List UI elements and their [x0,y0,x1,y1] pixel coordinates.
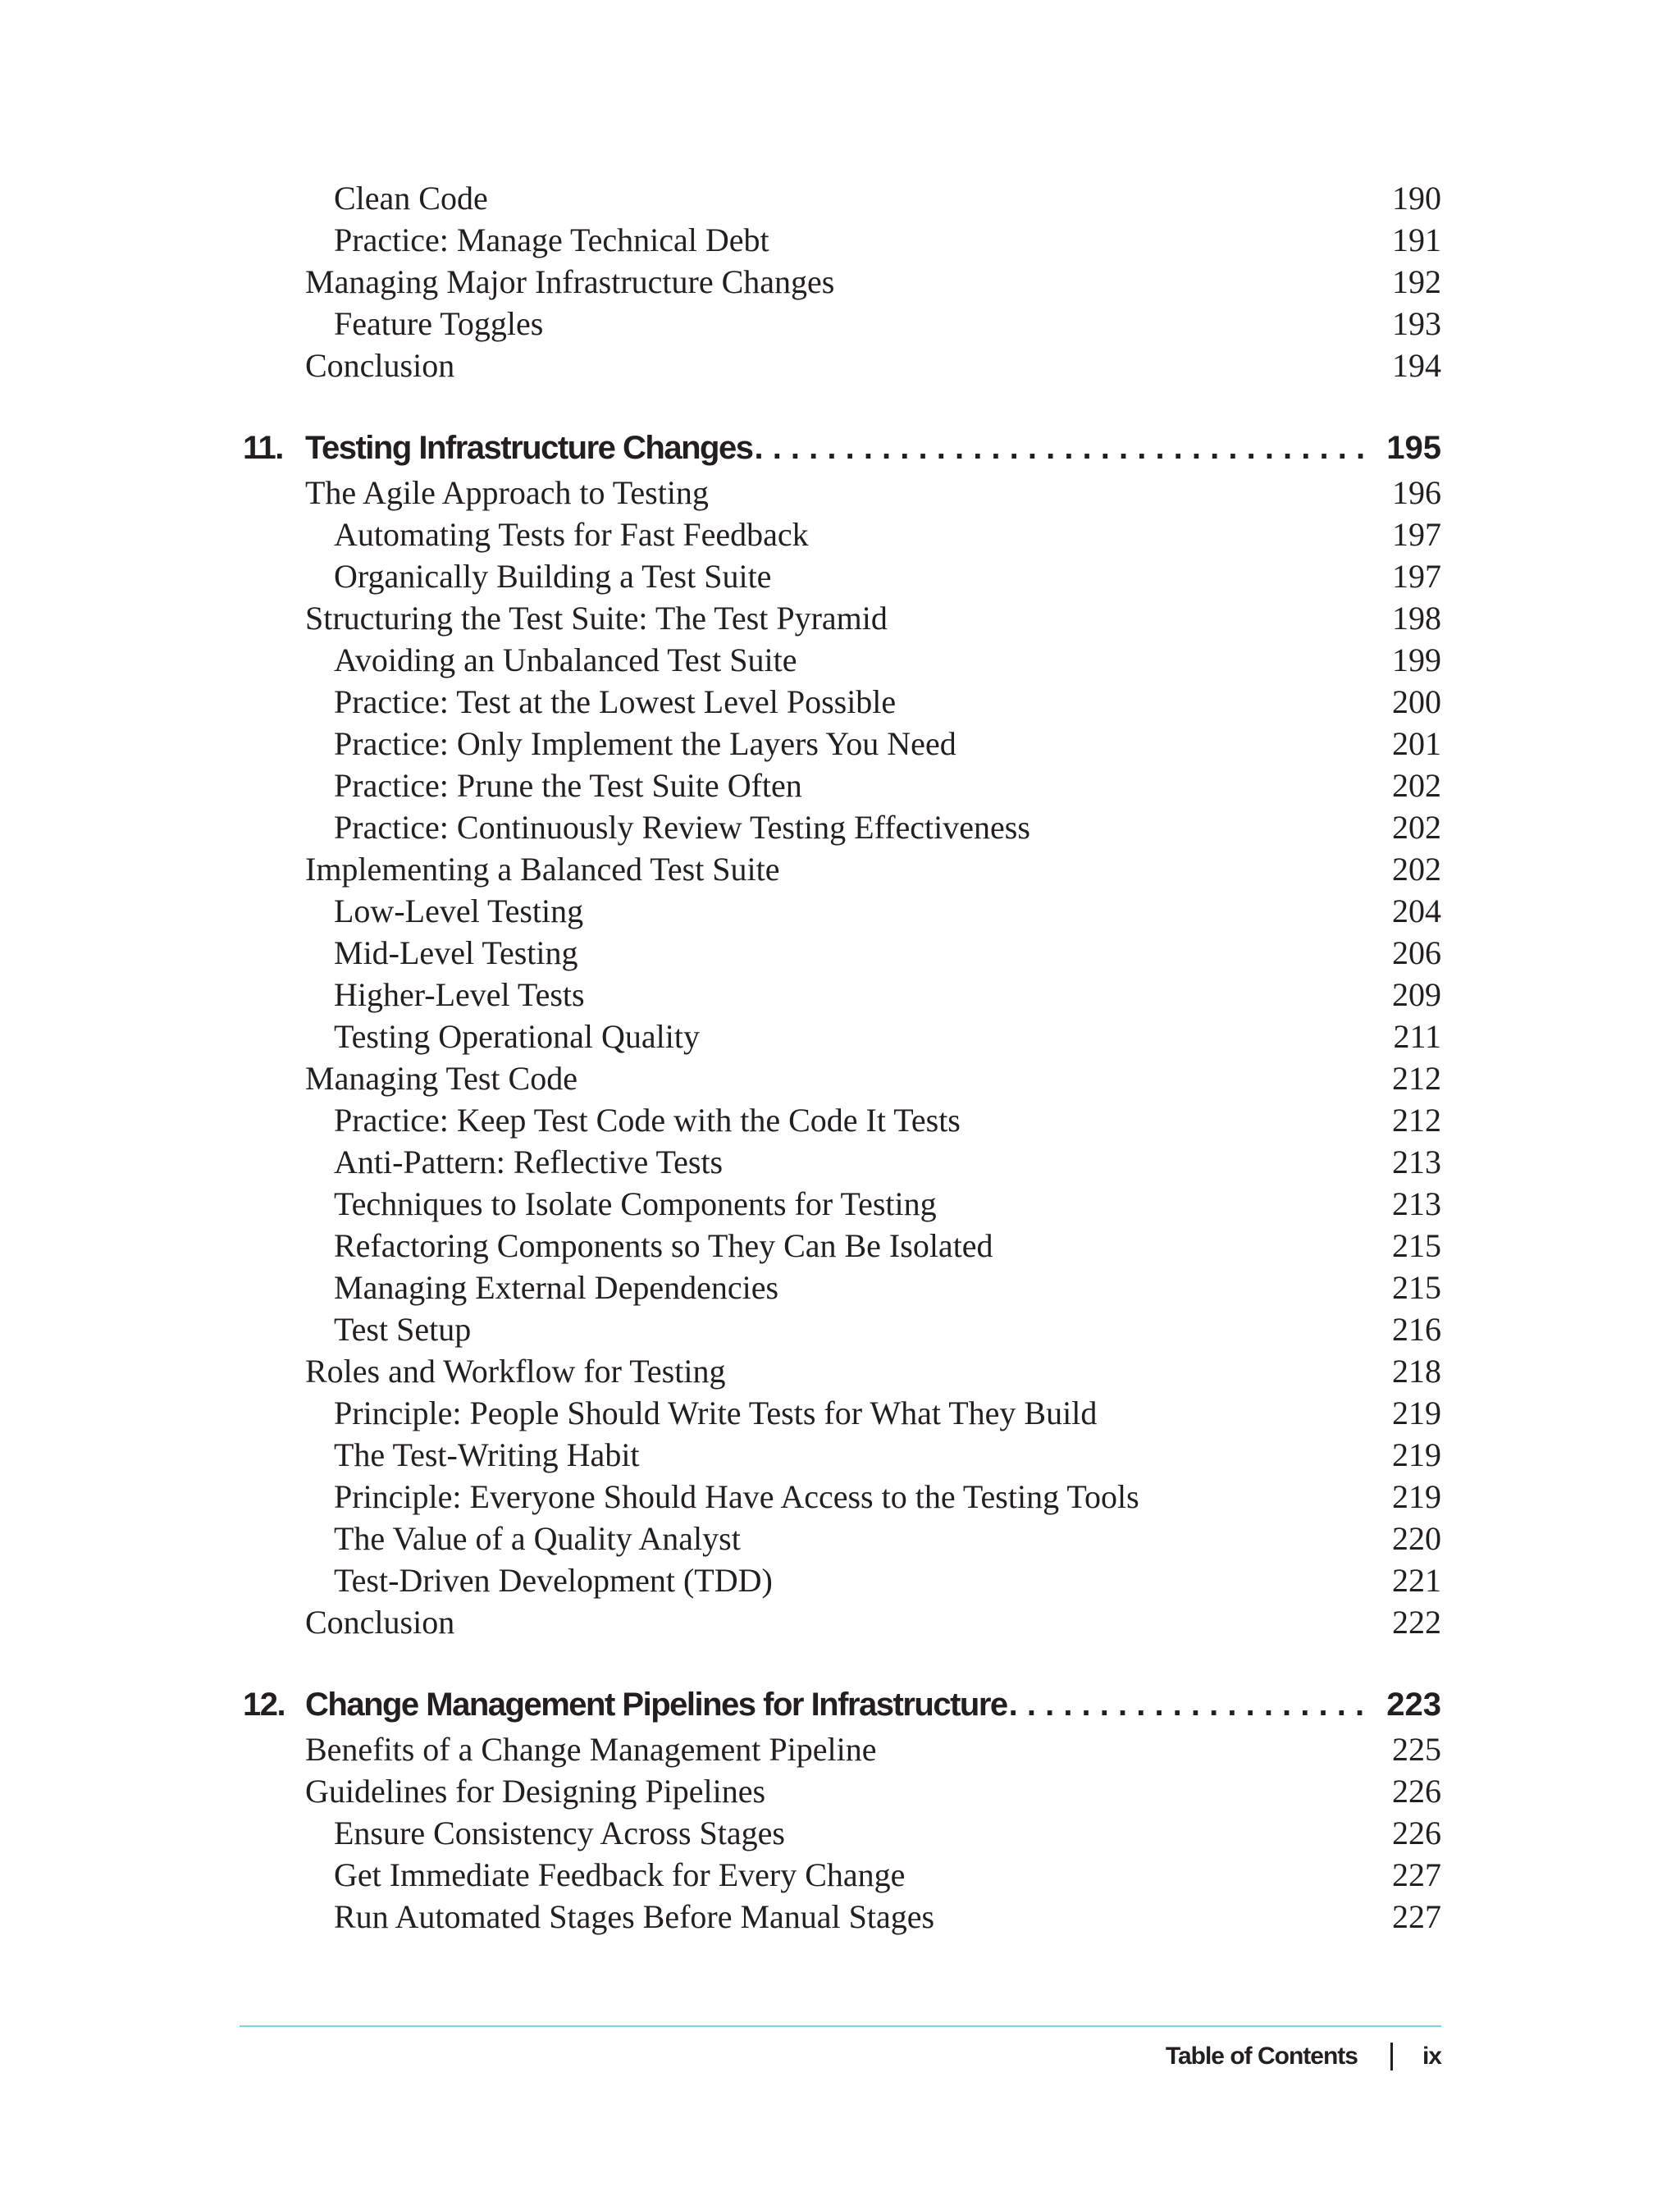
toc-entry[interactable] [305,597,1441,639]
footer-page-number: ix [1422,2043,1441,2070]
entry-page: 190 [1392,180,1441,217]
entry-page: 222 [1392,1604,1441,1641]
entry-title: Test-Driven Development (TDD) [334,1562,773,1599]
toc-entry[interactable] [305,1350,1441,1392]
entry-title: Practice: Manage Technical Debt [334,221,769,258]
footer-rule [240,2025,1441,2027]
entry-page: 219 [1392,1478,1441,1515]
toc-entry[interactable] [305,1057,1441,1099]
entry-page: 201 [1392,725,1441,762]
entry-title: Avoiding an Unbalanced Test Suite [334,641,797,678]
entry-page: 216 [1392,1311,1441,1348]
entry-page: 202 [1392,809,1441,846]
toc-entry[interactable] [334,1434,1441,1476]
toc-entry[interactable] [334,1392,1441,1434]
entry-title: Benefits of a Change Management Pipeline [305,1731,877,1768]
entry-page: 206 [1392,934,1441,971]
entry-title: Roles and Workflow for Testing [305,1353,726,1390]
toc-entry[interactable] [334,303,1441,345]
toc-entry[interactable] [305,472,1441,514]
entry-page: 212 [1392,1060,1441,1097]
entry-title: Principle: Everyone Should Have Access to the Testing Tools [334,1478,1139,1515]
entry-title: Refactoring Components so They Can Be Isolated [334,1227,993,1264]
toc-entry[interactable] [334,806,1441,848]
entry-page: 194 [1392,347,1441,384]
entry-page: 202 [1392,851,1441,888]
entry-page: 204 [1392,892,1441,929]
entry-page: 215 [1392,1269,1441,1306]
entry-title: Organically Building a Test Suite [334,558,772,595]
toc-entry[interactable] [334,1183,1441,1225]
entry-title: Implementing a Balanced Test Suite [305,851,780,888]
toc-entry[interactable] [334,1518,1441,1559]
entry-page: 202 [1392,767,1441,804]
entry-page: 226 [1392,1815,1441,1851]
toc-entry[interactable] [334,1559,1441,1601]
entry-title: Ensure Consistency Across Stages [334,1815,785,1851]
entry-page: 197 [1392,558,1441,595]
toc-entry[interactable] [305,1728,1441,1770]
toc-entry[interactable] [334,1267,1441,1308]
entry-title: Automating Tests for Fast Feedback [334,516,809,553]
entry-page: 193 [1392,305,1441,342]
toc-entry[interactable] [305,1770,1441,1812]
toc-entry[interactable] [334,1225,1441,1267]
entry-page: 219 [1392,1436,1441,1473]
toc-entry[interactable] [305,261,1441,303]
toc-entry[interactable] [334,765,1441,806]
entry-title: Principle: People Should Write Tests for What They Build [334,1395,1098,1431]
entry-title: Higher-Level Tests [334,976,585,1013]
entry-title: Techniques to Isolate Components for Testing [334,1185,937,1222]
toc-entry[interactable] [334,890,1441,932]
entry-page: 218 [1392,1353,1441,1390]
entry-title: The Test-Writing Habit [334,1436,640,1473]
entry-title: The Agile Approach to Testing [305,474,709,511]
toc-entry[interactable] [334,177,1441,219]
entry-title: Managing Test Code [305,1060,578,1097]
toc-entry[interactable] [334,555,1441,597]
chapter-11-heading[interactable] [243,425,1441,471]
entry-title: Practice: Continuously Review Testing Effectiveness [334,809,1030,846]
entry-page: 191 [1392,221,1441,258]
entry-title: Structuring the Test Suite: The Test Pyramid [305,600,888,637]
chapter-12-heading[interactable] [243,1682,1441,1728]
toc-entry[interactable] [334,1854,1441,1896]
toc-entry[interactable] [334,974,1441,1016]
entry-page: 197 [1392,516,1441,553]
toc-entry[interactable] [334,1896,1441,1938]
entry-page: 199 [1392,641,1441,678]
toc-entry[interactable] [334,681,1441,723]
chapter-page: 195 [1386,430,1441,466]
toc-entry[interactable] [334,514,1441,555]
entry-page: 213 [1392,1185,1441,1222]
chapter-title: Testing Infrastructure Changes [305,430,753,466]
entry-title: Test Setup [334,1311,472,1348]
toc-entry[interactable] [334,1141,1441,1183]
entry-page: 198 [1392,600,1441,637]
entry-title: Managing Major Infrastructure Changes [305,263,835,300]
entry-page: 227 [1392,1856,1441,1893]
toc-entry[interactable] [334,1812,1441,1854]
toc-entry[interactable] [334,1476,1441,1518]
page-footer [1166,2036,1441,2077]
entry-title: Conclusion [305,1604,455,1641]
chapter-page: 223 [1386,1687,1441,1723]
entry-page: 200 [1392,683,1441,720]
entry-title: The Value of a Quality Analyst [334,1520,741,1557]
entry-title: Anti-Pattern: Reflective Tests [334,1144,724,1180]
entry-title: Mid-Level Testing [334,934,578,971]
entry-title: Run Automated Stages Before Manual Stages [334,1898,935,1935]
toc-entry[interactable] [305,1601,1441,1643]
toc-entry[interactable] [334,932,1441,974]
entry-title: Managing External Dependencies [334,1269,779,1306]
entry-title: Practice: Prune the Test Suite Often [334,767,802,804]
toc-entry[interactable] [334,1016,1441,1057]
entry-page: 212 [1392,1102,1441,1139]
toc-entry[interactable] [334,1099,1441,1141]
entry-title: Practice: Test at the Lowest Level Possible [334,683,897,720]
toc-entry[interactable] [334,219,1441,261]
toc-entry[interactable] [305,345,1441,386]
dot-leader [754,425,1375,471]
entry-title: Practice: Keep Test Code with the Code It Tests [334,1102,961,1139]
toc-entry[interactable] [305,848,1441,890]
entry-page: 226 [1392,1773,1441,1810]
entry-page: 227 [1392,1898,1441,1935]
footer-section-title: Table of Contents [1165,2043,1358,2070]
footer-separator [1390,2043,1393,2070]
entry-page: 225 [1392,1731,1441,1768]
entry-title: Get Immediate Feedback for Every Change [334,1856,906,1893]
chapter-title: Change Management Pipelines for Infrastructure [305,1687,1007,1723]
chapter-number: 12. [243,1687,285,1723]
toc-entry[interactable] [334,723,1441,765]
toc-entry[interactable] [334,1308,1441,1350]
entry-page: 211 [1393,1018,1441,1055]
entry-page: 220 [1392,1520,1441,1557]
entry-title: Conclusion [305,347,455,384]
chapter-number: 11. [243,430,283,466]
dot-leader [1009,1682,1376,1728]
entry-title: Practice: Only Implement the Layers You Need [334,725,956,762]
entry-page: 213 [1392,1144,1441,1180]
entry-page: 219 [1392,1395,1441,1431]
entry-page: 215 [1392,1227,1441,1264]
entry-title: Guidelines for Designing Pipelines [305,1773,766,1810]
entry-title: Feature Toggles [334,305,544,342]
entry-page: 192 [1392,263,1441,300]
entry-title: Testing Operational Quality [334,1018,700,1055]
entry-title: Clean Code [334,180,488,217]
entry-page: 196 [1392,474,1441,511]
toc-entry[interactable] [334,639,1441,681]
entry-page: 209 [1392,976,1441,1013]
entry-page: 221 [1392,1562,1441,1599]
entry-title: Low-Level Testing [334,892,584,929]
